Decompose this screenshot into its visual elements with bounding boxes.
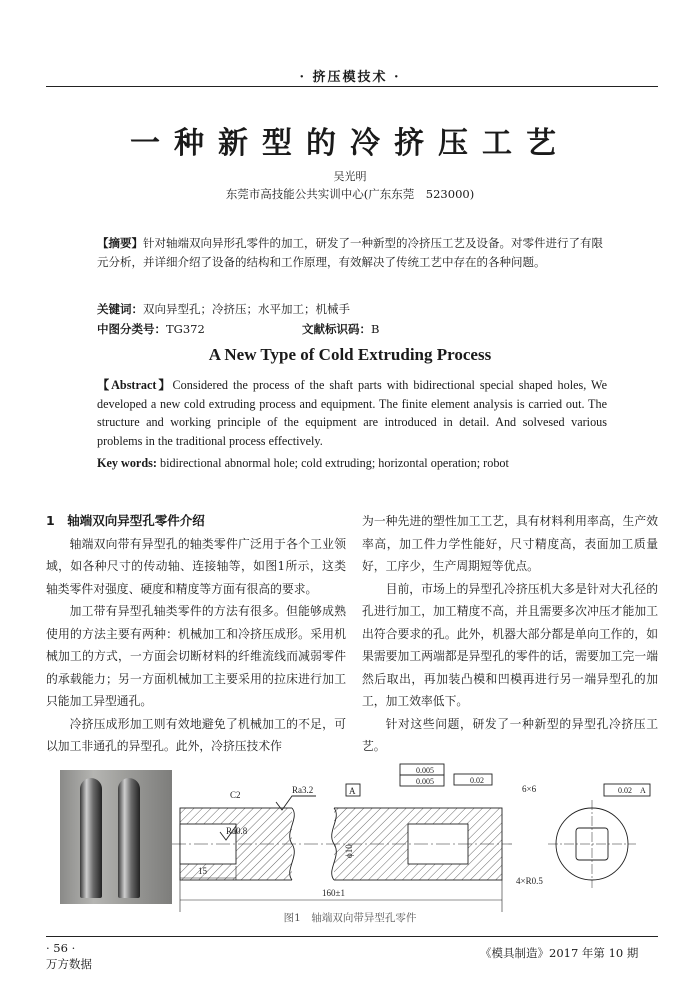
datum-label: A — [349, 786, 356, 796]
abstract-en-text: Considered the process of the shaft parts with bidirectional special shaped holes, We developed a new cold extruding process and equipment. The finite element analysis is carried out. The structure and working principle of the equipment are introduced in detail. And solvesed various problems in the traditional process effectively. — [97, 378, 607, 448]
page-title: 一种新型的冷挤压工艺 — [130, 126, 570, 161]
paragraph: 轴端双向带有异型孔的轴类零件广泛用于各个工业领域，如各种尺寸的传动轴、连接轴等，如图1所示，这类轴类零件对强度、硬度和精度等方面有很高的要求。 — [46, 536, 346, 596]
length-label: 15 — [198, 866, 207, 876]
technical-drawing — [172, 762, 662, 912]
keywords-cn-label: 关键词： — [97, 302, 143, 316]
page-number: · 56 · — [46, 941, 76, 955]
header-rule — [46, 86, 658, 87]
radius-label: 4×R0.5 — [516, 876, 543, 886]
part-photo — [60, 770, 172, 904]
classification-value: TG372 — [166, 322, 205, 336]
doc-code-label: 文献标识码： — [302, 322, 371, 336]
left-column — [46, 510, 346, 758]
watermark: 万方数据 — [46, 957, 92, 971]
right-column — [362, 510, 658, 758]
tolerance-value: 0.005 — [416, 777, 434, 786]
abstract-cn-label: 【摘要】 — [97, 236, 143, 250]
tolerance-value: 0.005 — [416, 766, 434, 775]
keywords-en — [97, 456, 607, 471]
affiliation: 东莞市高技能公共实训中心(广东东莞 523000) — [225, 187, 475, 201]
figure-caption: 图1 轴端双向带异型孔零件 — [283, 912, 417, 924]
diameter-label: ϕ10 — [344, 844, 354, 858]
paragraph: 目前，市场上的异型孔冷挤压机大多是针对大孔径的孔进行加工，加工精度不高，并且需要多次冲压才能加工出符合要求的孔。此外，机器大部分都是单向工作的，如果需要加工两端都是异型孔的零件的话，需要加工完一端然后取出，再加装凸模和凹模再进行另一端异型孔的加工，加工效率低下。 — [362, 581, 658, 708]
paragraph: 加工带有异型孔轴类零件的方法有很多。但能够成熟使用的方法主要有两种：机械加工和冷挤压成形。采用机械加工的方式，一方面会切断材料的纤维流线而减弱零件的承载能力；另一方面机械加工主要采用的拉床进行加工只能加工异型通孔。 — [46, 604, 346, 708]
tolerance-datum: A — [640, 786, 646, 795]
keywords-cn-text: 双向异型孔；冷挤压；水平加工；机械手 — [143, 302, 350, 316]
roughness-label-inner: Ra0.8 — [226, 826, 248, 836]
doc-code-value: B — [371, 322, 380, 336]
paragraph: 冷挤压成形加工则有效地避免了机械加工的不足，可以加工非通孔的异型孔。此外，冷挤压技术作 — [46, 716, 346, 753]
classification-label: 中图分类号： — [97, 322, 166, 336]
keywords-en-label: Key words: — [97, 456, 157, 470]
abstract-en — [97, 376, 607, 450]
tolerance-value: 0.02 — [470, 776, 484, 785]
section-heading: 1 轴端双向异型孔零件介绍 — [46, 513, 205, 528]
abstract-cn-text: 针对轴端双向异形孔零件的加工，研发了一种新型的冷挤压工艺及设备。对零件进行了有限元分析，并详细介绍了设备的结构和工作原理，有效解决了传统工艺中存在的各种问题。 — [97, 236, 603, 269]
abstract-en-label: 【Abstract】 — [97, 378, 173, 392]
abstract-cn — [97, 234, 603, 272]
footer-rule — [46, 936, 658, 937]
paragraph: 为一种先进的塑性加工工艺，具有材料利用率高，生产效率高，加工件力学性能好，尺寸精度高，表面加工质量好，工序少，生产周期短等优点。 — [362, 514, 658, 573]
section-header: · 挤压模技术 · — [299, 70, 401, 85]
length-label: 160±1 — [322, 888, 345, 898]
rod-image — [80, 778, 102, 898]
journal-info: 《模具制造》2017 年第 10 期 — [480, 946, 639, 960]
tolerance-value: 0.02 — [618, 786, 632, 795]
paragraph: 针对这些问题，研发了一种新型的异型孔冷挤压工艺。 — [362, 716, 658, 753]
rod-image — [118, 778, 140, 898]
english-title: A New Type of Cold Extruding Process — [208, 345, 492, 364]
roughness-label: Ra3.2 — [292, 785, 314, 795]
author: 吴光明 — [333, 170, 367, 183]
keywords-cn — [97, 301, 350, 317]
document-code — [302, 321, 379, 337]
chamfer-label: C2 — [230, 790, 241, 800]
square-size-label: 6×6 — [522, 784, 537, 794]
keywords-en-text: bidirectional abnormal hole; cold extruding; horizontal operation; robot — [156, 456, 509, 470]
classification — [97, 321, 205, 337]
